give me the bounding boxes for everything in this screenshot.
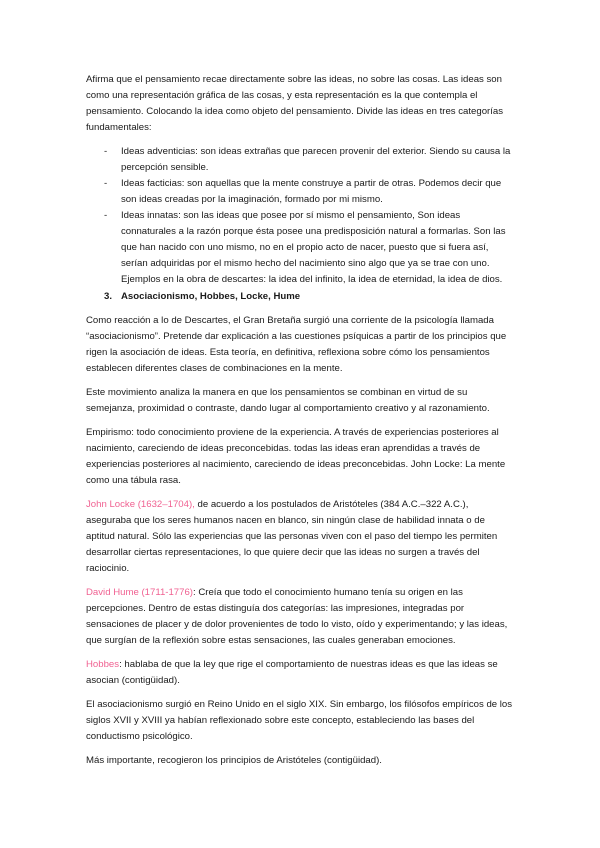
locke-paragraph: [86, 497, 514, 577]
hobbes-text: : hablaba de que la ley que rige el comportamiento de nuestras ideas es que las ideas se asocian (contigüidad).: [86, 659, 498, 686]
hume-name: David Hume (1711-1776): [86, 587, 194, 598]
origin-paragraph: Como reacción a lo de Descartes, el Gran Bretaña surgió una corriente de la psicología llamada “asociacionismo”. Pretende dar explicación a las cuestiones psíquicas a partir de los principios que rigen la asociación de ideas. Esta teoría, en definitiva, reflexiona sobre cómo los pensamientos establecen diferentes clases de combinaciones en la mente.: [86, 315, 507, 374]
list-item-text: Ideas facticias: son aquellas que la mente construye a partir de otras. Podemos decir que son ideas creadas por la imaginación, formado por mi mismo.: [121, 178, 502, 205]
section-number: 3.: [104, 291, 113, 302]
bullet-dash: -: [104, 210, 108, 221]
hobbes-paragraph: [86, 657, 514, 689]
section-title: Asociacionismo, Hobbes, Locke, Hume: [121, 291, 301, 302]
hobbes-name: Hobbes: [86, 659, 120, 670]
empirismo-paragraph: Empirismo: todo conocimiento proviene de la experiencia. A través de experiencias posteriores al nacimiento, careciendo de ideas preconcebidas. todas las ideas eran aprendidas a través de experiencias posteriores al nacimiento, careciendo de ideas preconcebidas. John Locke: La mente como una tábula rasa.: [86, 427, 506, 486]
list-item: [86, 208, 514, 288]
list-item-text: Ideas innatas: son las ideas que posee por sí mismo el pensamiento, Son ideas connaturales a la razón porque ésta posee una predisposición natural a formarlas. Son las que han nacido con uno mismo, no en el propio acto de nacer, puesto que si fuera así, serían adquiridas por el mismo hecho del nacimiento sino algo que ya se trae con uno. Ejemplos en la obra de descartes: la idea del infinito, la idea de eternidad, la idea de dios.: [121, 210, 506, 285]
hume-text: : Creía que todo el conocimiento humano tenía su origen en las percepciones. Dentro de estas distinguía dos categorías: las impresiones, integradas por sensaciones de placer y de dolor provenientes de todo lo visto, oído y experimentando; y las ideas, que surgían de la reflexión sobre estas sensaciones, las cuales generaban emociones.: [86, 587, 508, 646]
movement-paragraph: Este movimiento analiza la manera en que los pensamientos se combinan en virtud de su semejanza, proximidad o contraste, dando lugar al comportamiento creativo y al razonamiento.: [86, 387, 490, 414]
reino-unido-paragraph: El asociacionismo surgió en Reino Unido en el siglo XIX. Sin embargo, los filósofos empíricos de los siglos XVII y XVIII ya habían reflexionado sobre este concepto, estableciendo las bases del conductismo psicológico.: [86, 699, 513, 742]
locke-name: John Locke (1632–1704),: [86, 499, 195, 510]
idea-categories-list: [86, 144, 514, 288]
bullet-dash: -: [104, 146, 108, 157]
intro-paragraph: Afirma que el pensamiento recae directamente sobre las ideas, no sobre las cosas. Las ideas son como una representación gráfica de las cosas, y esta representación es la que contempla el pensamiento. Colocando la idea como objeto del pensamiento. Divide las ideas en tres categorías fundamentales:: [86, 74, 504, 133]
hume-paragraph: [86, 585, 514, 649]
bullet-dash: -: [104, 178, 108, 189]
list-item: [86, 144, 514, 176]
list-item: [86, 176, 514, 208]
final-paragraph: Más importante, recogieron los principios de Aristóteles (contigüidad).: [86, 755, 382, 766]
locke-text: de acuerdo a los postulados de Aristóteles (384 A.C.–322 A.C.), aseguraba que los seres humanos nacen en blanco, sin ningún clase de habilidad innata o de aptitud natural. Sólo las experiencias que las personas viven con el paso del tiempo les permiten desarrollar ciertas representaciones, lo que quiere decir que las ideas no surgen a través del raciocinio.: [86, 499, 498, 574]
list-item-text: Ideas adventicias: son ideas extrañas que parecen provenir del exterior. Siendo su causa la percepción sensible.: [121, 146, 511, 173]
section-heading: [86, 289, 514, 305]
